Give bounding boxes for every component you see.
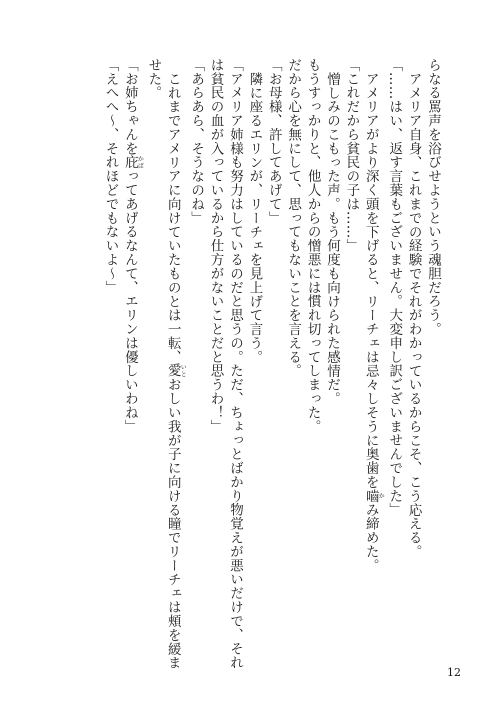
ruby-annotation (362, 488, 385, 503)
text-line: 「……はい、返す言葉もございません。大変申し訳ございませんでした」 (386, 58, 403, 517)
text-line (120, 58, 143, 648)
text-line (360, 58, 383, 648)
text-line: らなる罵声を浴びせようという魂胆だろう。 (425, 58, 441, 336)
text-line: だから心を無にして、思ってもないことを言える。 (285, 58, 302, 378)
text-segment: これまでアメリアに向けていたものとは一転、 (164, 71, 181, 364)
ruby-reading: かば (136, 155, 144, 170)
body-text (100, 58, 442, 670)
text-segment: み締めた。 (362, 502, 379, 572)
ruby-reading: か (377, 488, 385, 503)
text-segment: ってあげるなんて、エリンは優しいわね」 (121, 169, 138, 434)
text-line: 「あらあら、そうなのね」 (188, 58, 205, 225)
text-segment: おしい我が子に向ける瞳でリーチェは頰を緩ま (164, 377, 181, 670)
text-line: 「えへへ〜、それほどでもないよ〜」 (102, 58, 119, 295)
ruby-base: 嚙 (362, 488, 379, 503)
text-line (162, 58, 187, 670)
ruby-base: 庇 (121, 155, 138, 170)
text-line: 「お母様、許してあげて」 (265, 58, 282, 225)
text-line: もうすっかりと、他人からの憎悪には慣れ切ってしまった。 (304, 58, 321, 434)
text-line: せた。 (145, 58, 162, 100)
text-segment: 「お姉ちゃんを (121, 58, 138, 156)
ruby-annotation (164, 363, 187, 378)
ruby-reading: いと (179, 363, 187, 378)
ruby-base: 愛 (164, 363, 181, 378)
text-line: は貧民の血が入っているから仕方がないことだと思うわ！」 (207, 58, 224, 434)
text-line: 「これだから貧民の子は……」 (343, 58, 360, 253)
ruby-annotation (121, 155, 144, 170)
text-segment: アメリアがより深く頭を下げると、リーチェは忌々しそうに奥歯を (362, 71, 379, 489)
text-line: 隣に座るエリンが、リーチェを見上げて言う。 (246, 71, 263, 364)
page-number: 12 (447, 666, 461, 679)
text-line: アメリア自身、これまでの経験でそれがわかっているからこそ、こう応える。 (405, 71, 422, 558)
text-line: 憎しみのこもった声。もう何度も向けられた感情だ。 (323, 71, 340, 406)
text-line: 「アメリア姉様も努力はしているのだと思うの。ただ、ちょっとばかり物覚えが悪いだけで、それ (226, 58, 243, 670)
